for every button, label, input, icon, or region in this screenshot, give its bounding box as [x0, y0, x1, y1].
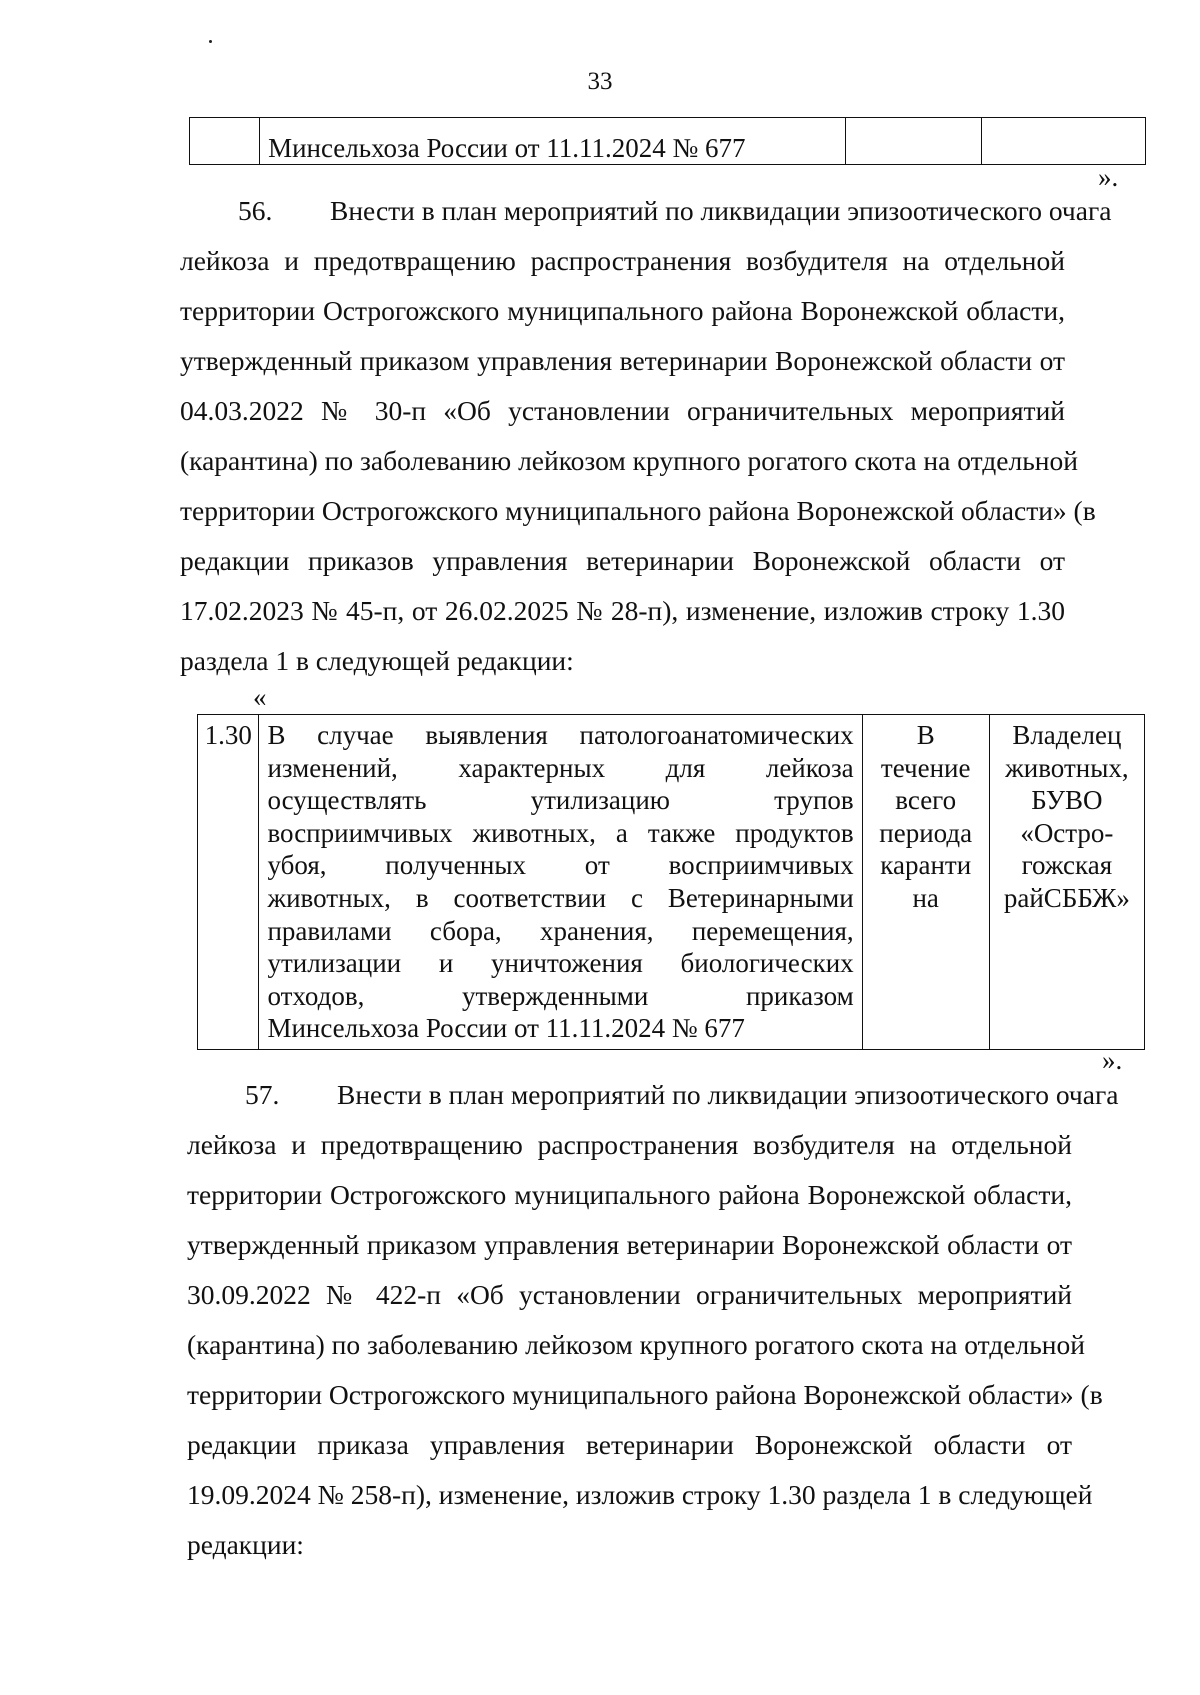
- paragraph-line: [187, 1370, 1103, 1420]
- paragraph-line: [187, 1270, 1072, 1320]
- closing-quote-1: ».: [1098, 162, 1119, 192]
- row-text-line: животных, в соответствии с Ветеринарными: [267, 882, 854, 913]
- row-term-cell: [862, 715, 989, 1050]
- table-cell-term: [845, 118, 981, 165]
- paragraph-line-text: территории Острогожского муниципального района Воронежской области» (в: [187, 1379, 1103, 1410]
- row-responsible-line: животных,: [1005, 752, 1129, 783]
- row-term-line: всего: [895, 785, 957, 816]
- row-responsible-line: гожская: [1021, 850, 1113, 881]
- paragraph-line-text: лейкоза и предотвращению распространения возбудителя на отдельной: [187, 1129, 1072, 1160]
- paragraph-line: [180, 236, 1065, 286]
- closing-quote-2: ».: [1102, 1045, 1123, 1075]
- paragraph-line-text: лейкоза и предотвращению распространения возбудителя на отдельной: [180, 245, 1065, 276]
- row-responsible-line: «Остро-: [1020, 817, 1114, 848]
- paragraph-line-text: территории Острогожского муниципального района Воронежской области,: [187, 1179, 1072, 1210]
- row-text-line: отходов, утвержденными приказом: [267, 980, 854, 1011]
- paragraph-line-text: Внести в план мероприятий по ликвидации эпизоотического очага: [337, 1079, 1119, 1110]
- paragraph-line-text: (карантина) по заболеванию лейкозом крупного рогатого скота на отдельной: [180, 445, 1078, 476]
- table-row: [198, 715, 1145, 1050]
- row-number-cell: 1.30: [198, 715, 259, 1050]
- table-cell-responsible: [981, 118, 1145, 165]
- table-row: [190, 118, 1146, 165]
- paragraph-line-text: территории Острогожского муниципального района Воронежской области,: [180, 295, 1065, 326]
- paragraph-line-text: редакции приказов управления ветеринарии Воронежской области от: [180, 545, 1065, 576]
- paragraph-line: [187, 1420, 1072, 1470]
- row-term-line: каранти: [880, 850, 972, 881]
- paragraph-line-text: редакции приказа управления ветеринарии Воронежской области от: [187, 1429, 1072, 1460]
- opening-quote: «: [253, 682, 267, 712]
- paragraph-line: [180, 186, 1112, 236]
- stray-dot-mark: [209, 40, 212, 43]
- row-text-line: осуществлять утилизацию трупов: [267, 785, 854, 816]
- row-responsible-line: райСББЖ»: [1003, 882, 1130, 913]
- row-text-line: утилизации и уничтожения биологических: [267, 948, 854, 979]
- table-cell-number: [190, 118, 260, 165]
- paragraph-line-text: (карантина) по заболеванию лейкозом крупного рогатого скота на отдельной: [187, 1329, 1085, 1360]
- row-text-cell: [259, 715, 862, 1050]
- page-number: 33: [587, 68, 613, 95]
- paragraph-line-text: редакции:: [187, 1529, 304, 1560]
- paragraph-line: [180, 336, 1065, 386]
- paragraph-line: [187, 1220, 1072, 1270]
- paragraph-line-text: 30.09.2022 № 422-п «Об установлении ограничительных мероприятий: [187, 1279, 1072, 1310]
- row-text-line: В случае выявления патологоанатомических: [267, 720, 854, 750]
- paragraph-line: [187, 1520, 1072, 1570]
- paragraph-line-text: утвержденный приказом управления ветеринарии Воронежской области от: [187, 1229, 1072, 1260]
- paragraph-line-text: территории Острогожского муниципального района Воронежской области» (в: [180, 495, 1096, 526]
- row-responsible-cell: [989, 715, 1144, 1050]
- paragraph-line: [187, 1070, 1119, 1120]
- row-term-line: периода: [879, 817, 973, 848]
- row-text-line: восприимчивых животных, а также продуктов: [267, 817, 854, 848]
- table-cell-text: Минсельхоза России от 11.11.2024 № 677: [260, 118, 846, 165]
- paragraph-line-text: 19.09.2024 № 258-п), изменение, изложив строку 1.30 раздела 1 в следующей: [187, 1479, 1093, 1510]
- paragraph-line: [180, 636, 1065, 686]
- row-text-line: правилами сбора, хранения, перемещения,: [267, 915, 854, 946]
- row-term-line: течение: [880, 752, 971, 783]
- paragraph-line: [187, 1470, 1093, 1520]
- paragraph-line: [187, 1320, 1085, 1370]
- row-responsible-line: БУВО: [1031, 785, 1103, 816]
- paragraph-line: [180, 386, 1065, 436]
- row-text-line: изменений, характерных для лейкоза: [267, 752, 854, 783]
- paragraph-line-text: раздела 1 в следующей редакции:: [180, 645, 574, 676]
- paragraph-number: 57.: [245, 1079, 280, 1110]
- row-responsible-line: Владелец: [1012, 720, 1122, 750]
- row-term-line: В: [916, 720, 935, 750]
- paragraph-line: [187, 1170, 1072, 1220]
- paragraph-line-text: 04.03.2022 № 30-п «Об установлении ограничительных мероприятий: [180, 395, 1065, 426]
- paragraph-57: [187, 1070, 1119, 1570]
- paragraph-line: [180, 286, 1065, 336]
- paragraph-line-text: Внести в план мероприятий по ликвидации эпизоотического очага: [330, 195, 1112, 226]
- continued-table-row: [189, 117, 1146, 165]
- paragraph-line: [180, 536, 1065, 586]
- paragraph-number: 56.: [238, 195, 273, 226]
- row-text-line: Минсельхоза России от 11.11.2024 № 677: [267, 1013, 745, 1044]
- paragraph-line-text: утвержденный приказом управления ветеринарии Воронежской области от: [180, 345, 1065, 376]
- paragraph-line: [180, 586, 1065, 636]
- paragraph-line: [180, 486, 1096, 536]
- row-term-line: на: [912, 882, 939, 913]
- paragraph-line: [187, 1120, 1072, 1170]
- paragraph-line-text: 17.02.2023 № 45-п, от 26.02.2025 № 28-п), изменение, изложив строку 1.30: [180, 595, 1065, 626]
- row-text-line: убоя, полученных от восприимчивых: [267, 850, 854, 881]
- row-1-30-table: [197, 714, 1145, 1050]
- paragraph-line: [180, 436, 1078, 486]
- paragraph-56: [180, 186, 1112, 686]
